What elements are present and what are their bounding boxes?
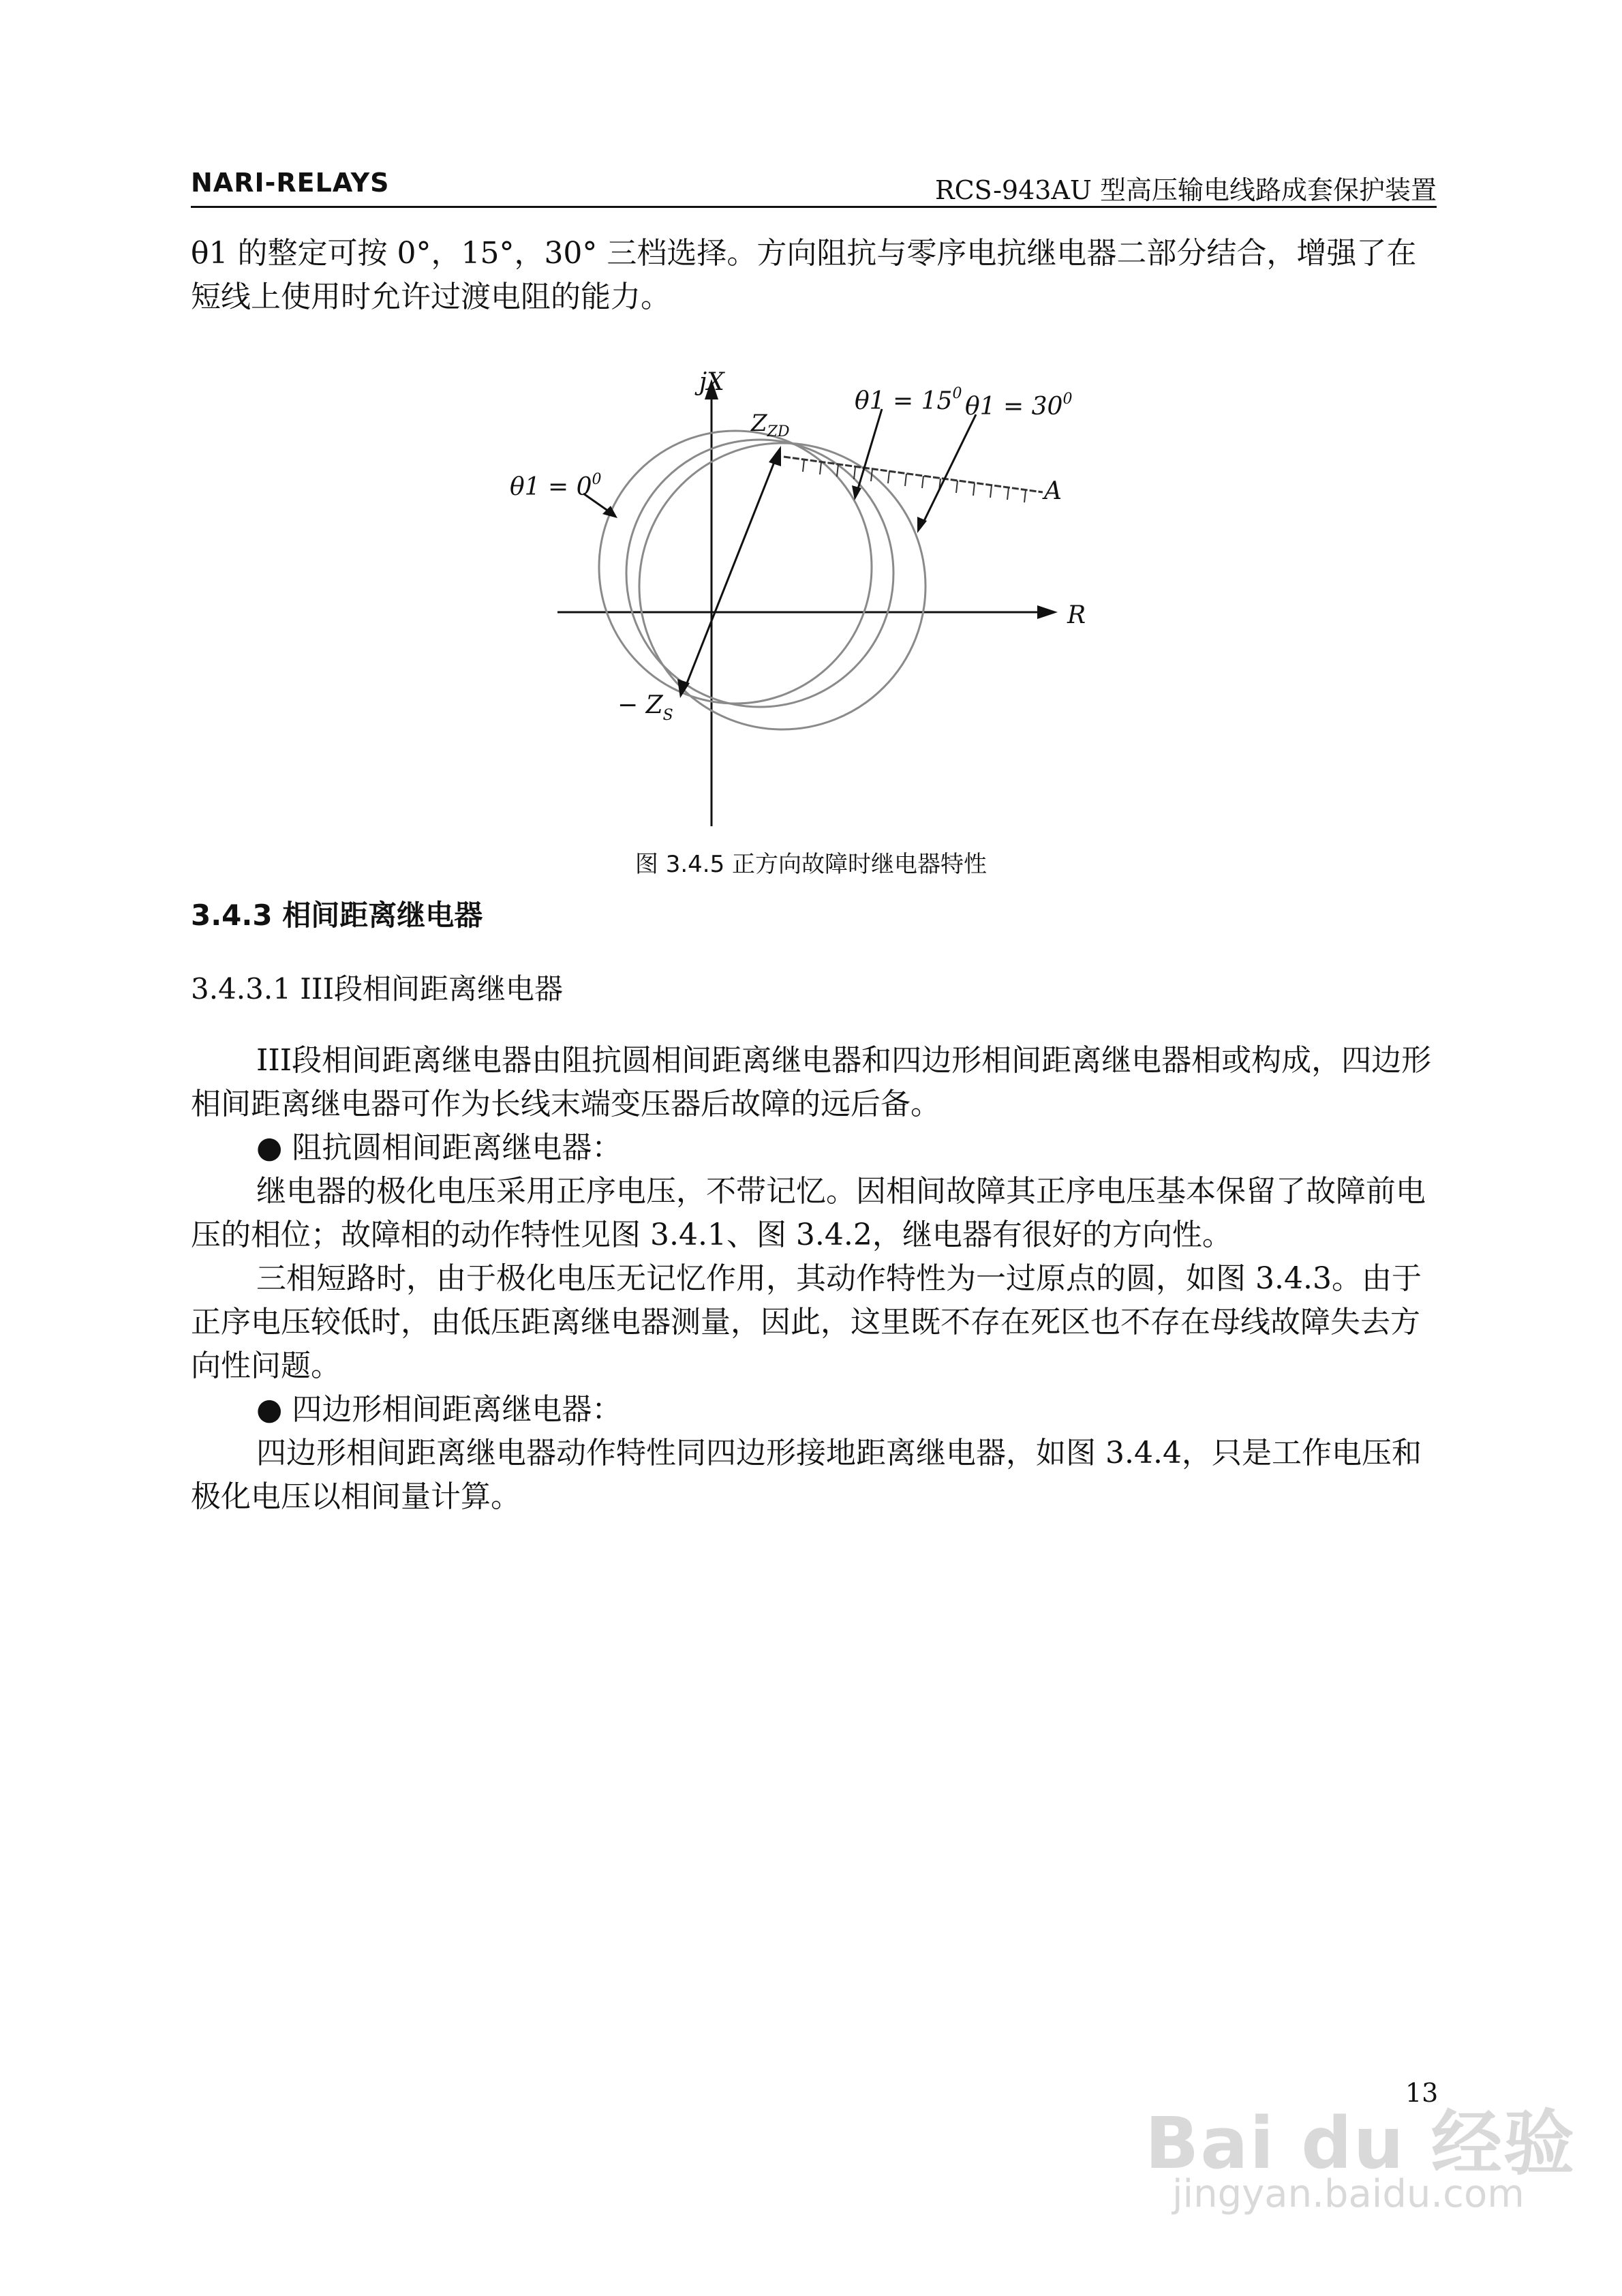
pointer-theta15 — [857, 409, 882, 491]
vector-arrow-zzd — [769, 446, 781, 466]
circle-theta-15 — [626, 440, 893, 707]
section-heading-3-4-3: 3.4.3 相间距离继电器 — [191, 898, 483, 932]
label-a: A — [1044, 477, 1062, 505]
label-jx: jX — [699, 368, 724, 396]
axis-x-arrow — [1037, 605, 1058, 619]
figure-3-4-5 — [0, 0, 1622, 886]
bullet-impedance-circle: ● 阻抗圆相间距离继电器： — [256, 1130, 622, 1165]
paragraph-2: 继电器的极化电压采用正序电压，不带记忆。因相间故障其正序电压基本保留了故障前电压的相位；故障相的动作特性见图 3.4.1、图 3.4.2，继电器有很好的方向性。 — [191, 1174, 1426, 1252]
bullet-quadrilateral: ● 四边形相间距离继电器： — [256, 1392, 622, 1427]
figure-caption: 图 3.4.5 正方向故障时继电器特性 — [634, 851, 988, 878]
label-zzd: $Z_{ZD}$ — [751, 410, 790, 440]
label-theta-0: $\theta 1 = 0^0$ — [510, 471, 602, 501]
label-theta-15: $\theta 1 = 15^0$ — [855, 385, 962, 415]
reactance-line-a — [784, 457, 1043, 492]
impedance-vector — [684, 455, 777, 690]
intro-paragraph: θ1 的整定可按 0°，15°，30° 三档选择。方向阻抗与零序电抗继电器二部分结合，增强了在短线上使用时允许过渡电阻的能力。 — [191, 236, 1417, 314]
header-brand: NARI-RELAYS — [191, 168, 390, 198]
page-number: 13 — [1405, 2078, 1439, 2108]
section-heading-3-4-3-1: 3.4.3.1 III段相间距离继电器 — [191, 972, 564, 1006]
watermark-logo: Bai du 经验 — [1145, 2102, 1576, 2185]
hatching — [803, 459, 1026, 502]
watermark-url: jingyan.baidu.com — [1172, 2172, 1525, 2216]
header-title: RCS-943AU 型高压输电线路成套保护装置 — [934, 175, 1437, 205]
paragraph-3: 三相短路时，由于极化电压无记忆作用，其动作特性为一过原点的圆，如图 3.4.3。由于正序电压较低时，由低压距离继电器测量，因此，这里既不存在死区也不存在母线故障失去方向性问题。 — [191, 1261, 1422, 1383]
pointer-theta30 — [923, 414, 976, 524]
paragraph-4: 四边形相间距离继电器动作特性同四边形接地距离继电器，如图 3.4.4，只是工作电压和极化电压以相间量计算。 — [191, 1436, 1422, 1514]
label-r: R — [1067, 601, 1086, 629]
label-theta-30: $\theta 1 = 30^0$ — [965, 391, 1073, 421]
paragraph-1: III段相间距离继电器由阻抗圆相间距离继电器和四边形相间距离继电器相或构成，四边形相间距离继电器可作为长线末端变压器后故障的远后备。 — [191, 1043, 1432, 1121]
label-zs: − $Z_S$ — [617, 691, 673, 724]
